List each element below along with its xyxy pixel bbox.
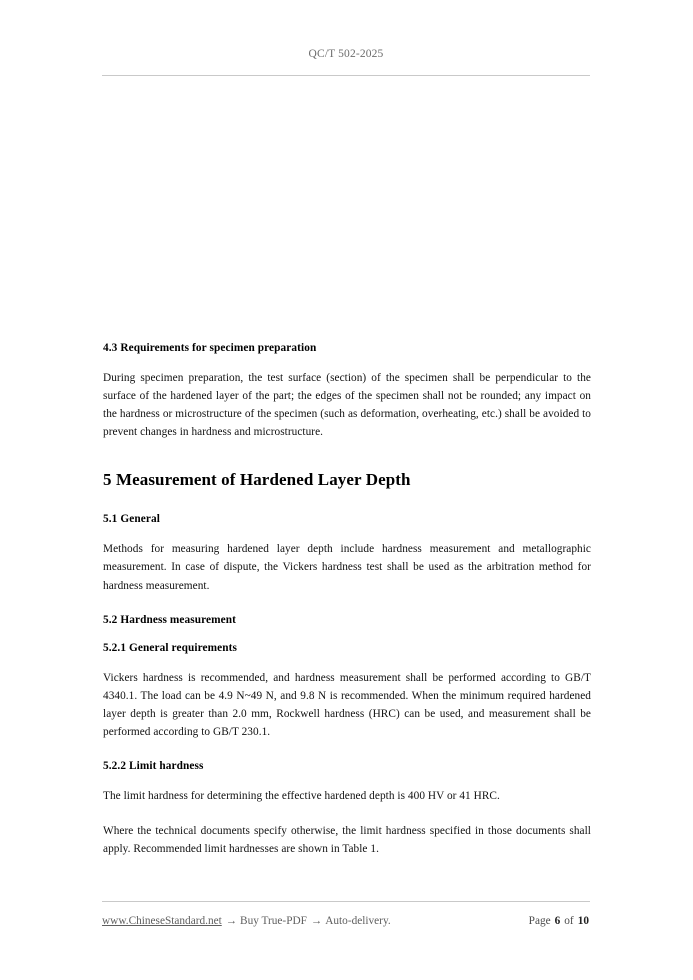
footer-divider xyxy=(102,901,590,902)
page-label: Page xyxy=(528,915,551,927)
page-number-indicator xyxy=(527,913,591,929)
paragraph-5-2-2-technical-documents: Where the technical documents specify otherwise, the limit hardness specified in those documents shall apply. Recommended limit hardnesses are shown in Table 1. xyxy=(103,825,591,856)
footer-promo-buy-label: Buy True-PDF xyxy=(240,915,307,927)
document-body xyxy=(103,340,591,858)
paragraph-5-1: Methods for measuring hardened layer depth include hardness measurement and metallographic measurement. In case of dispute, the Vickers hardness test shall be used as the arbitration method for hardness measurement. xyxy=(103,543,591,592)
page-footer xyxy=(102,913,591,929)
heading-5-1: 5.1 General xyxy=(103,513,160,526)
total-page-number: 10 xyxy=(577,915,589,927)
footer-website-link[interactable]: www.ChineseStandard.net xyxy=(102,915,222,927)
arrow-right-icon: → xyxy=(225,915,238,927)
heading-5-2: 5.2 Hardness measurement xyxy=(103,613,237,626)
paragraph-5-2-2-limit-value: The limit hardness for determining the effective hardened depth is 400 HV or 41 HRC. xyxy=(103,790,500,803)
heading-5-2-1: 5.2.1 General requirements xyxy=(103,641,237,654)
current-page-number: 6 xyxy=(554,915,561,927)
heading-5: 5 Measurement of Hardened Layer Depth xyxy=(103,470,411,490)
header-divider xyxy=(102,75,590,76)
paragraph-4-3: During specimen preparation, the test surface (section) of the specimen shall be perpendicular to the surface of the hardened layer of the part; the edges of the specimen shall not be rounded; any impact on the hardness or microstructure of the specimen (such as deformation, overheating, etc.) shall be avoided to prevent changes in hardness and microstructure. xyxy=(103,372,591,439)
arrow-right-icon-2: → xyxy=(310,915,323,927)
of-label: of xyxy=(564,915,574,927)
footer-promo xyxy=(102,913,391,929)
footer-promo-delivery-label: Auto-delivery. xyxy=(325,915,391,927)
header-standard-code: QC/T 502-2025 xyxy=(308,48,384,60)
heading-4-3: 4.3 Requirements for specimen preparation xyxy=(103,342,317,354)
heading-5-2-2: 5.2.2 Limit hardness xyxy=(103,760,204,773)
page-header xyxy=(102,46,590,62)
paragraph-5-2-1: Vickers hardness is recommended, and hardness measurement shall be performed according to GB/T 4340.1. The load can be 4.9 N~49 N, and 9.8 N is recommended. When the minimum required hardened layer depth is greater than 2.0 mm, Rockwell hardness (HRC) can be used, and measurement shall be performed according to GB/T 230.1. xyxy=(103,671,591,738)
